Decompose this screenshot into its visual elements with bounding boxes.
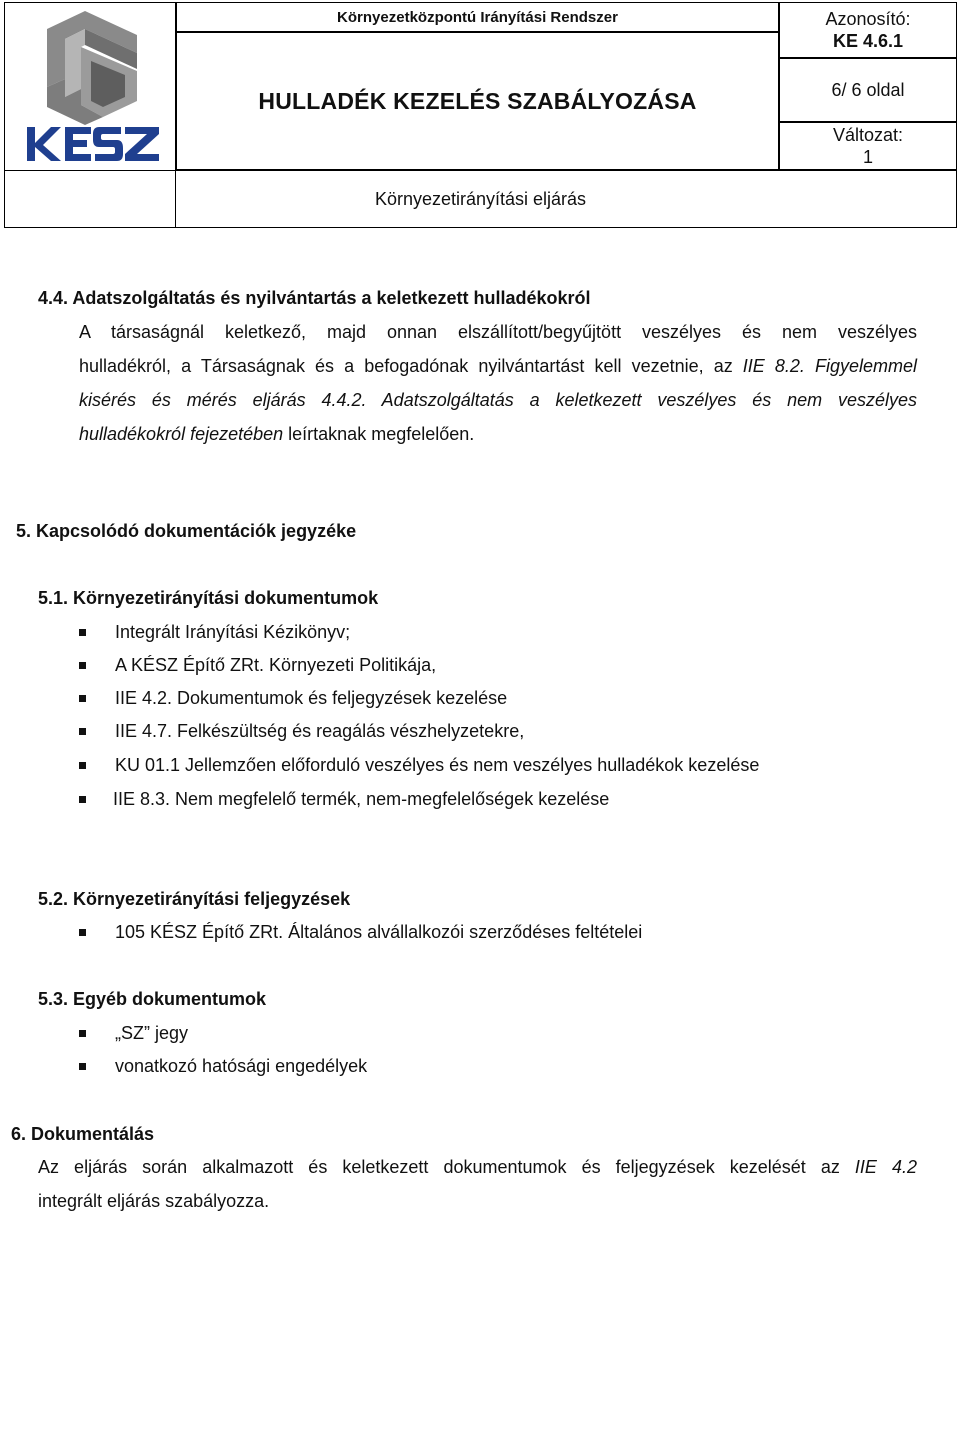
version-cell [779, 122, 957, 170]
paragraph-line [79, 417, 917, 451]
bullet-icon [79, 1063, 86, 1070]
list-item [79, 714, 524, 748]
page-number: 6/ 6 oldal [831, 79, 905, 100]
version-value: 1 [862, 147, 873, 167]
list-item [79, 1016, 188, 1050]
document-id-value: KE 4.6.1 [832, 31, 904, 51]
reference-link-text: IIE 8.2. Figyelemmel [742, 356, 917, 376]
paragraph-line [79, 349, 917, 383]
bullet-icon [79, 1030, 86, 1037]
reference-text: hulladékokról fejezetében [79, 424, 284, 444]
paragraph-line: integrált eljárás szabályozza. [38, 1191, 270, 1211]
document-id-cell [779, 2, 957, 58]
document-id-label: Azonosító: [825, 9, 911, 29]
list-item-text: „SZ” jegy [115, 1022, 189, 1043]
paragraph-text: hulladékról, a Társaságnak és a befogadónak nyilvántartást kell vezetnie, az [79, 356, 743, 376]
section-6-paragraph [38, 1150, 917, 1218]
section-5-heading: 5. Kapcsolódó dokumentációk jegyzéke [16, 521, 357, 541]
paragraph-text: leírtaknak megfelelően. [283, 424, 475, 444]
paragraph-text: Az eljárás során alkalmazott és keletkezett dokumentumok és feljegyzések kezelését az [38, 1157, 855, 1177]
section-6-heading: 6. Dokumentálás [11, 1124, 155, 1144]
list-item [79, 782, 609, 816]
page-number-cell [779, 58, 957, 122]
list-item [79, 615, 350, 649]
system-name: Környezetközpontú Irányítási Rendszer [337, 8, 618, 26]
section-5-2-heading: 5.2. Környezetirányítási feljegyzések [38, 889, 351, 909]
list-item-text: IIE 4.7. Felkészültség és reagálás vészhelyzetekre, [115, 720, 525, 741]
section-5-1-heading: 5.1. Környezetirányítási dokumentumok [38, 588, 379, 608]
list-item [79, 915, 642, 949]
paragraph-line [38, 1150, 917, 1184]
list-item [79, 748, 759, 782]
bullet-icon [79, 929, 86, 936]
document-title: HULLADÉK KEZELÉS SZABÁLYOZÁSA [258, 87, 697, 114]
reference-text: IIE 4.2 [854, 1157, 918, 1177]
bullet-icon [79, 796, 86, 803]
paragraph-line: kisérés és mérés eljárás 4.4.2. Adatszolgáltatás a keletkezett veszélyes és nem veszélyes [79, 390, 917, 410]
section-4-4-paragraph [79, 315, 917, 451]
list-item [79, 681, 507, 715]
system-name-cell [176, 2, 779, 32]
logo-letters [27, 127, 159, 161]
list-item-text: Integrált Irányítási Kézikönyv; [115, 621, 351, 642]
bullet-icon [79, 728, 86, 735]
company-logo [25, 9, 161, 165]
section-4-4-heading: 4.4. Adatszolgáltatás és nyilvántartás a keletkezett hulladékokról [38, 288, 591, 308]
bullet-icon [79, 662, 86, 669]
list-item-text: IIE 4.2. Dokumentumok és feljegyzések kezelése [115, 687, 508, 708]
bullet-icon [79, 629, 86, 636]
list-item-text: KU 01.1 Jellemzően előforduló veszélyes és nem veszélyes hulladékok kezelése [115, 754, 760, 775]
list-item-text: 105 KÉSZ Építő ZRt. Általános alvállalkozói szerződéses feltételei [115, 921, 643, 942]
section-5-3-heading: 5.3. Egyéb dokumentumok [38, 989, 267, 1009]
procedure-type: Környezetirányítási eljárás [374, 188, 587, 209]
document-title-cell [176, 32, 779, 170]
list-item [79, 648, 436, 682]
list-item-text: vonatkozó hatósági engedélyek [115, 1055, 368, 1076]
bullet-icon [79, 762, 86, 769]
list-item [79, 1049, 367, 1083]
procedure-type-cell [4, 170, 957, 228]
list-item-text: IIE 8.3. Nem megfelelő termék, nem-megfelelőségek kezelése [113, 788, 610, 809]
bullet-icon [79, 695, 86, 702]
version-label: Változat: [832, 125, 904, 145]
list-item-text: A KÉSZ Építő ZRt. Környezeti Politikája, [115, 654, 437, 675]
paragraph-line: A társaságnál keletkező, majd onnan elszállított/begyűjtött veszélyes és nem veszélyes [79, 322, 917, 342]
